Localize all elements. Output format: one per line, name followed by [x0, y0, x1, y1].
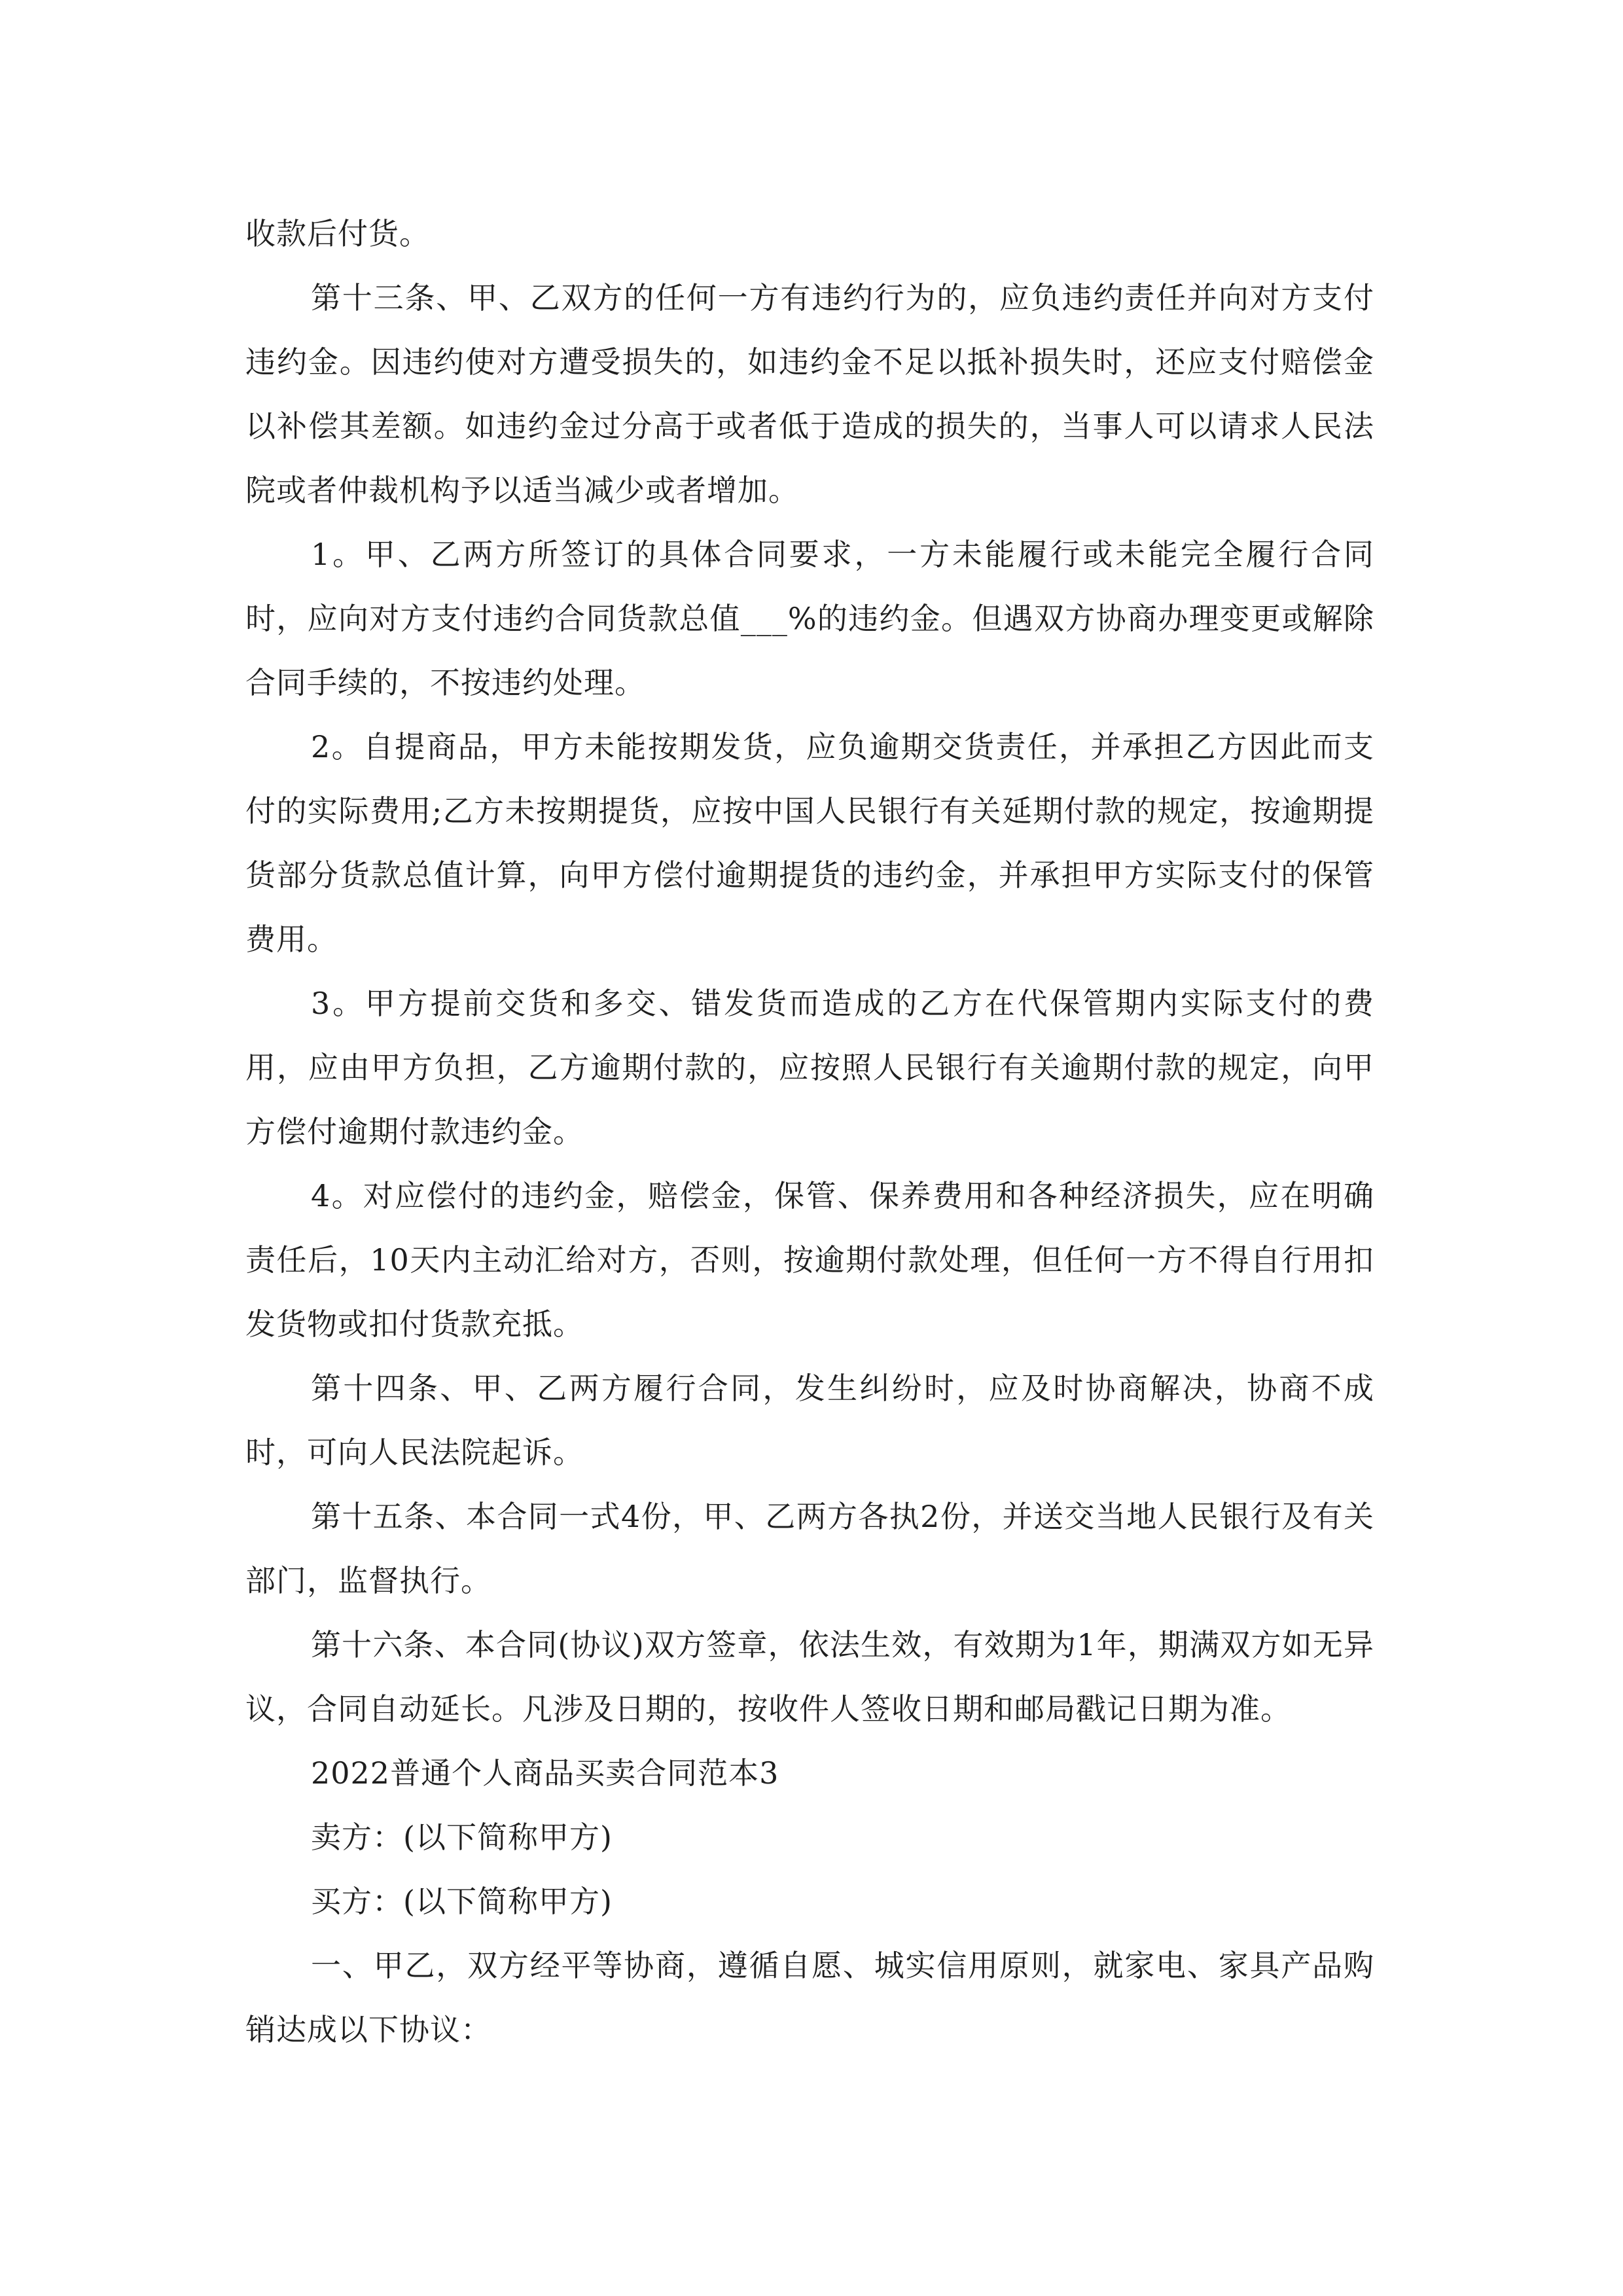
- document-body: [245, 202, 1374, 2062]
- paragraph-clause-1: 一、甲乙，双方经平等协商，遵循自愿、城实信用原则，就家电、家具产品购销达成以下协议：: [245, 1948, 1374, 2047]
- paragraph-article-14: 第十四条、甲、乙两方履行合同，发生纠纷时，应及时协商解决，协商不成时，可向人民法院起诉。: [245, 1371, 1374, 1470]
- paragraph-item-3: 3。甲方提前交货和多交、错发货而造成的乙方在代保管期内实际支付的费用，应由甲方负担，乙方逾期付款的，应按照人民银行有关逾期付款的规定，向甲方偿付逾期付款违约金。: [245, 986, 1374, 1149]
- paragraph-article-13: 第十三条、甲、乙双方的任何一方有违约行为的，应负违约责任并向对方支付违约金。因违约使对方遭受损失的，如违约金不足以抵补损失时，还应支付赔偿金以补偿其差额。如违约金过分高于或者低于造成的损失的，当事人可以请求人民法院或者仲裁机构予以适当减少或者增加。: [245, 280, 1374, 508]
- paragraph-item-4: 4。对应偿付的违约金，赔偿金，保管、保养费用和各种经济损失，应在明确责任后，10天内主动汇给对方，否则，按逾期付款处理，但任何一方不得自行用扣发货物或扣付货款充抵。: [245, 1178, 1374, 1342]
- paragraph-item-1: 1。甲、乙两方所签订的具体合同要求，一方未能履行或未能完全履行合同时，应向对方支付违约合同货款总值___%的违约金。但遇双方协商办理变更或解除合同手续的，不按违约处理。: [245, 537, 1374, 700]
- seller-line: 卖方：(以下简称甲方): [311, 1820, 613, 1855]
- paragraph-continuation: 收款后付货。: [245, 216, 430, 251]
- paragraph-article-16: 第十六条、本合同(协议)双方签章，依法生效，有效期为1年，期满双方如无异议，合同自动延长。凡涉及日期的，按收件人签收日期和邮局戳记日期为准。: [245, 1627, 1374, 1727]
- buyer-line: 买方：(以下简称甲方): [311, 1884, 613, 1919]
- paragraph-item-2: 2。自提商品，甲方未能按期发货，应负逾期交货责任，并承担乙方因此而支付的实际费用;乙方未按期提货，应按中国人民银行有关延期付款的规定，按逾期提货部分货款总值计算，向甲方偿付逾期提货的违约金，并承担甲方实际支付的保管费用。: [245, 729, 1374, 957]
- paragraph-article-15: 第十五条、本合同一式4份，甲、乙两方各执2份，并送交当地人民银行及有关部门，监督执行。: [245, 1499, 1374, 1598]
- section-heading: 2022普通个人商品买卖合同范本3: [311, 1755, 779, 1791]
